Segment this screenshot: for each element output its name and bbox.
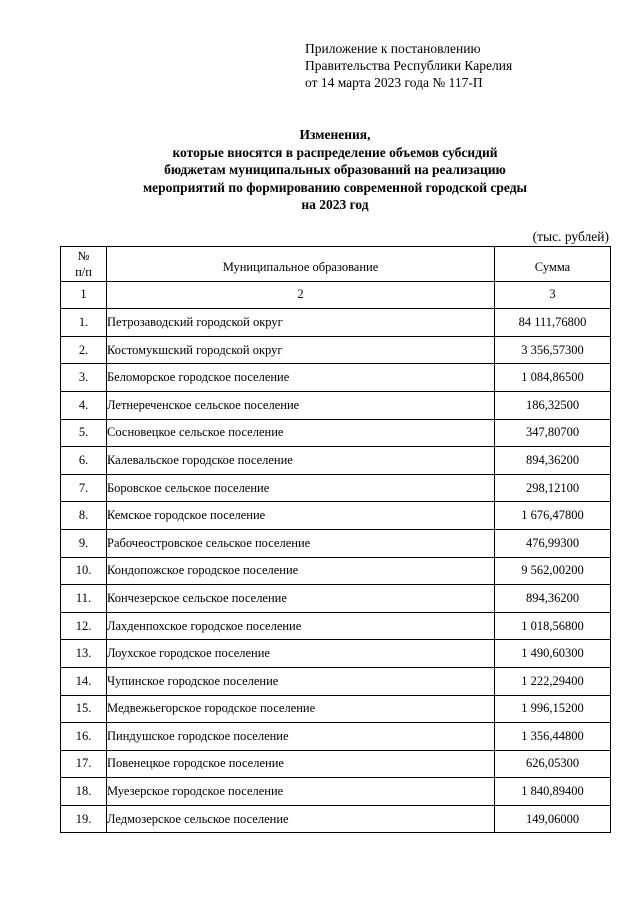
row-sum: 9 562,00200 bbox=[495, 557, 611, 585]
row-name: Лахденпохское городское поселение bbox=[107, 612, 495, 640]
row-name: Рабочеостровское сельское поселение bbox=[107, 529, 495, 557]
appendix-line: Приложение к постановлению bbox=[305, 41, 481, 56]
row-sum: 1 084,86500 bbox=[495, 364, 611, 392]
row-number: 18. bbox=[61, 778, 107, 806]
header-number-line1: № bbox=[77, 248, 90, 263]
row-name: Сосновецкое сельское поселение bbox=[107, 419, 495, 447]
row-number: 11. bbox=[61, 585, 107, 613]
table-row bbox=[61, 805, 611, 833]
table-row bbox=[61, 447, 611, 475]
appendix-block bbox=[305, 40, 512, 91]
table-row bbox=[61, 364, 611, 392]
table-row bbox=[61, 336, 611, 364]
table-row bbox=[61, 419, 611, 447]
row-sum: 894,36200 bbox=[495, 447, 611, 475]
row-name: Муезерское городское поселение bbox=[107, 778, 495, 806]
row-name: Медвежьегорское городское поселение bbox=[107, 695, 495, 723]
title-line: мероприятий по формированию современной городской среды bbox=[142, 179, 528, 195]
row-sum: 1 018,56800 bbox=[495, 612, 611, 640]
units-label: (тыс. рублей) bbox=[532, 229, 609, 244]
row-name: Костомукшский городской округ bbox=[107, 336, 495, 364]
table-row bbox=[61, 309, 611, 337]
row-name: Петрозаводский городской округ bbox=[107, 309, 495, 337]
row-sum: 1 676,47800 bbox=[495, 502, 611, 530]
table-row bbox=[61, 502, 611, 530]
row-number: 2. bbox=[61, 336, 107, 364]
header-sum: Сумма bbox=[495, 247, 611, 282]
row-name: Калевальское городское поселение bbox=[107, 447, 495, 475]
row-number: 6. bbox=[61, 447, 107, 475]
header-name: Муниципальное образование bbox=[107, 247, 495, 282]
row-number: 13. bbox=[61, 640, 107, 668]
row-number: 14. bbox=[61, 667, 107, 695]
row-name: Повенецкое городское поселение bbox=[107, 750, 495, 778]
table-row bbox=[61, 612, 611, 640]
column-number: 1 bbox=[61, 281, 107, 309]
table-row bbox=[61, 529, 611, 557]
row-name: Беломорское городское поселение bbox=[107, 364, 495, 392]
title-line: Изменения, bbox=[299, 127, 371, 142]
row-name: Кончезерское сельское поселение bbox=[107, 585, 495, 613]
row-sum: 3 356,57300 bbox=[495, 336, 611, 364]
row-number: 3. bbox=[61, 364, 107, 392]
row-sum: 347,80700 bbox=[495, 419, 611, 447]
table-row bbox=[61, 474, 611, 502]
column-number: 2 bbox=[107, 281, 495, 309]
table-row bbox=[61, 391, 611, 419]
row-sum: 1 840,89400 bbox=[495, 778, 611, 806]
table-row bbox=[61, 667, 611, 695]
row-number: 12. bbox=[61, 612, 107, 640]
row-number: 4. bbox=[61, 391, 107, 419]
table-row bbox=[61, 640, 611, 668]
table-row bbox=[61, 557, 611, 585]
row-name: Пиндушское городское поселение bbox=[107, 723, 495, 751]
header-number bbox=[61, 247, 107, 282]
row-number: 7. bbox=[61, 474, 107, 502]
appendix-line: Правительства Республики Карелия bbox=[305, 58, 513, 73]
row-name: Ледмозерское сельское поселение bbox=[107, 805, 495, 833]
row-sum: 298,12100 bbox=[495, 474, 611, 502]
subsidy-table bbox=[60, 246, 611, 833]
table-row bbox=[61, 585, 611, 613]
row-name: Кондопожское городское поселение bbox=[107, 557, 495, 585]
row-sum: 1 490,60300 bbox=[495, 640, 611, 668]
row-number: 9. bbox=[61, 529, 107, 557]
row-sum: 1 356,44800 bbox=[495, 723, 611, 751]
title-line: на 2023 год bbox=[301, 197, 369, 212]
row-name: Кемское городское поселение bbox=[107, 502, 495, 530]
row-number: 16. bbox=[61, 723, 107, 751]
row-number: 1. bbox=[61, 309, 107, 337]
title-line: бюджетам муниципальных образований на реализацию bbox=[164, 162, 506, 177]
row-sum: 894,36200 bbox=[495, 585, 611, 613]
row-name: Лоухское городское поселение bbox=[107, 640, 495, 668]
document-title bbox=[60, 126, 610, 214]
table-row bbox=[61, 750, 611, 778]
row-name: Боровское сельское поселение bbox=[107, 474, 495, 502]
row-sum: 626,05300 bbox=[495, 750, 611, 778]
row-number: 5. bbox=[61, 419, 107, 447]
row-sum: 476,99300 bbox=[495, 529, 611, 557]
table-row bbox=[61, 778, 611, 806]
appendix-line: от 14 марта 2023 года № 117-П bbox=[305, 75, 483, 90]
row-number: 19. bbox=[61, 805, 107, 833]
row-sum: 186,32500 bbox=[495, 391, 611, 419]
row-name: Чупинское городское поселение bbox=[107, 667, 495, 695]
table-row bbox=[61, 695, 611, 723]
row-number: 17. bbox=[61, 750, 107, 778]
row-sum: 1 222,29400 bbox=[495, 667, 611, 695]
header-number-line2: п/п bbox=[75, 264, 92, 279]
column-number-row bbox=[61, 281, 611, 309]
title-line: которые вносятся в распределение объемов субсидий bbox=[172, 144, 498, 160]
row-sum: 149,06000 bbox=[495, 805, 611, 833]
row-name: Летнереченское сельское поселение bbox=[107, 391, 495, 419]
row-sum: 84 111,76800 bbox=[495, 309, 611, 337]
column-number: 3 bbox=[495, 281, 611, 309]
table-header-row bbox=[61, 247, 611, 282]
row-number: 15. bbox=[61, 695, 107, 723]
row-number: 10. bbox=[61, 557, 107, 585]
table-row bbox=[61, 723, 611, 751]
row-sum: 1 996,15200 bbox=[495, 695, 611, 723]
row-number: 8. bbox=[61, 502, 107, 530]
